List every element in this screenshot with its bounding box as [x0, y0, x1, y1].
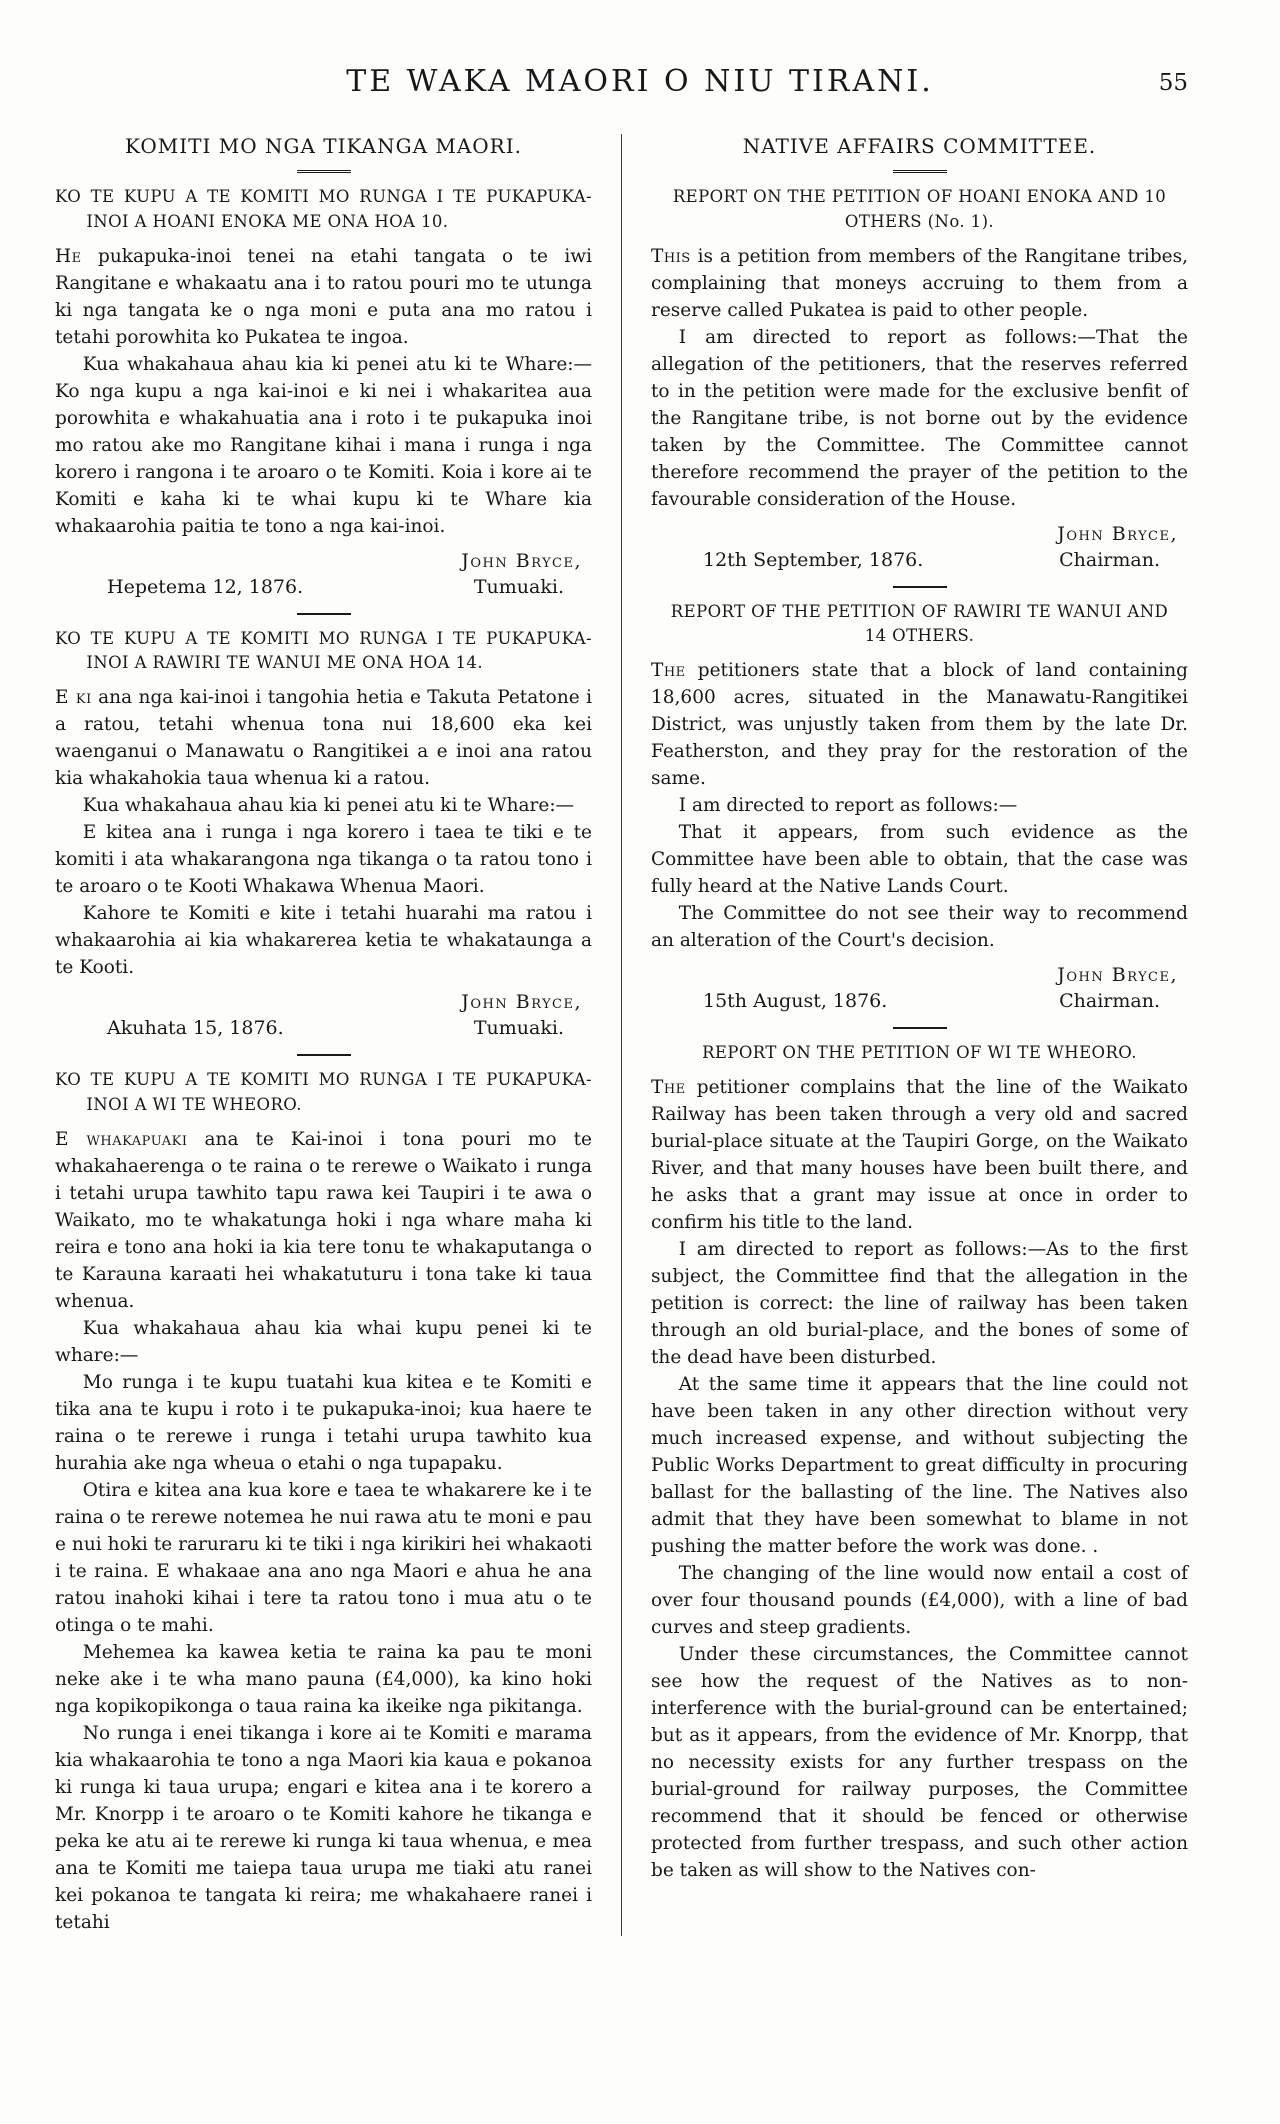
paragraph-text: ana nga kai-inoi i tangohia hetia e Takuta Petatone i a ratou, tetahi whenua tona nui 18,600 eka kei waenganui o Manawatu o Rangitikei a e inoi ana ratou kia whakahokia taua whenua ki a ratou. [55, 687, 592, 789]
signature-role: Tumuaki. [473, 1017, 564, 1039]
paragraph-text: petitioner complains that the line of the Waikato Railway has been taken through a very old and sacred burial-place situate at the Taupiri Gorge, on the Waikato River, and that many houses have been built there, and he asks that a grant may issue at once in order to confirm his title to the land. [651, 1076, 1188, 1233]
page-number: 55 [1158, 70, 1188, 96]
paragraph: At the same time it appears that the line could not have been taken in any other direction without very much increased expense, and without subjecting the Public Works Department to great difficulty in procuring ballast for the ballasting of the line. The Natives also admit that they have been somewhat to blame in not pushing the matter before the work was done. . [651, 1373, 1188, 1557]
section-subheading: REPORT OF THE PETITION OF RAWIRI TE WANUI AND 14 OTHERS. [670, 601, 1169, 646]
signature-name: John Bryce, [1057, 522, 1178, 545]
section-subheading: REPORT ON THE PETITION OF WI TE WHEORO. [702, 1043, 1137, 1062]
signature-block [651, 521, 1188, 574]
left-column [55, 134, 592, 1936]
section-hoani-enoka-maori [55, 185, 592, 601]
paragraph: The Committee do not see their way to recommend an alteration of the Court's decision. [651, 903, 1188, 951]
lead-word: E whakapuaki [55, 1128, 188, 1150]
paragraph: Kahore te Komiti e kite i tetahi huarahi ma ratou i whakaarohia ai kia whakarerea ketia te whakataunga a te Kooti. [55, 903, 592, 978]
page-title: TE WAKA MAORI O NIU TIRANI. [346, 64, 934, 99]
paragraph [651, 243, 1188, 324]
paragraph: Kua whakahaua ahau kia ki penei atu ki te Whare:—Ko nga kupu a nga kai-inoi e ki nei i whakaritea aua porowhita e whakahuatia ana i roto i te pukapuka inoi mo ratou ake mo Rangitane kihai i mana i runga i nga korero i rangona i te aroaro o te Komiti. Koia i kore ai te Komiti e kaha ki te whai kupu ki te Whare kia whakaarohia paitia te tono a nga kai-inoi. [55, 353, 592, 537]
divider-rule [297, 170, 351, 173]
signature-role: Chairman. [1059, 990, 1160, 1012]
paragraph: Otira e kitea ana kua kore e taea te whakarere ke i te raina o te rerewe notemea he nui rawa atu te moni e pau e nui hoki te raruraru ki te tiki i nga kirikiri hei whakaoti i te raina. E whakaae ana ano nga Maori e ahua he ana ratou inahoki kihai i tere ta ratou tono i mua atu o te otinga o te mahi. [55, 1479, 592, 1636]
signature-role: Chairman. [1059, 548, 1160, 571]
section-hoani-enoka-english [651, 185, 1188, 574]
section-divider [297, 613, 351, 615]
columns [0, 134, 1280, 1936]
paragraph-text: pukapuka-inoi tenei na etahi tangata o te iwi Rangitane e whakaatu ana i to ratou pouri mo te utunga ki nga tangata ke o nga moni e puta ana mo ratou i tetahi porowhita ko Pukatea te ingoa. [55, 245, 592, 348]
paragraph: E kitea ana i runga i nga korero i taea te tiki e te komiti i ata whakarangona nga tikanga o ta ratou tono i te aroaro o te Kooti Whakawa Whenua Maori. [55, 822, 592, 897]
divider-rule [893, 170, 947, 173]
lead-word: The [651, 1076, 686, 1098]
section-divider [893, 586, 947, 588]
lead-word: This [651, 245, 691, 267]
signature-date: Hepetema 12, 1876. [107, 575, 304, 598]
paragraph [651, 657, 1188, 792]
signature-name: John Bryce, [461, 991, 582, 1013]
signature-name: John Bryce, [1057, 964, 1178, 986]
paragraph [55, 1126, 592, 1315]
paragraph: That it appears, from such evidence as the Committee have been able to obtain, that the case was fully heard at the Native Lands Court. [651, 822, 1188, 897]
paragraph-text: ana te Kai-inoi i tona pouri mo te whakahaerenga o te raina o te rerewe o Waikato i runga i tetahi urupa tawhito tapu rawa kei Taupiri i te awa o Waikato, mo te whakatunga hoki i nga whare maha ki reira e tono ana hoki ia kia tere tonu te whakaputanga o te Karauna karaati hei whakatuturu i tona take ki taua whenua. [55, 1128, 593, 1312]
signature-date: 12th September, 1876. [703, 548, 924, 571]
paragraph: The changing of the line would now entail a cost of over four thousand pounds (£4,000), with a line of bad curves and steep gradients. [651, 1562, 1188, 1638]
paragraph: Mehemea ka kawea ketia te raina ka pau te moni neke ake i te wha mano pauna (£4,000), ka kino hoki nga kopikopikonga o taua raina ka ikeike nga pikitanga. [55, 1641, 592, 1717]
lead-word: E ki [55, 687, 92, 708]
paragraph [55, 243, 592, 351]
section-divider [297, 1054, 351, 1056]
paragraph: Mo runga i te kupu tuatahi kua kitea e te Komiti e tika ana te kupu i roto i te pukapuka-inoi; kua haere te raina o te rerewe i runga i tetahi urupa tawhito kua hurahia ake nga wheua o etahi o nga tupapaku. [55, 1371, 592, 1474]
signature-name: John Bryce, [461, 549, 582, 572]
paragraph: No runga i enei tikanga i kore ai te Komiti e marama kia whakaarohia te tono a nga Maori kia kaua e pokanoa ki runga ki taua urupa; engari e kitea ana i te korero a Mr. Knorpp i te aroaro o te Komiti kahore he tikanga e peka ke atu ai te rerewe ki runga ki taua whenua, e mea ana te Komiti me taiepa taua urupa me tiaki atu ranei kei pokanoa te tangata ki reira; me whakahaere ranei i tetahi [55, 1722, 592, 1933]
paragraph: Under these circumstances, the Committee cannot see how the request of the Natives as to non-interference with the burial-ground can be entertained; but as it appears, from the evidence of Mr. Knorpp, that no necessity exists for any further trespass on the burial-ground for railway purposes, the Committee recommend that it should be fenced or otherwise protected from further trespass, and such other action be taken as will show to the Natives con- [651, 1643, 1188, 1881]
signature-block [55, 989, 592, 1042]
paragraph: Kua whakahaua ahau kia whai kupu penei ki te whare:— [55, 1317, 592, 1366]
signature-date: Akuhata 15, 1876. [107, 1017, 284, 1039]
section-divider [893, 1027, 947, 1029]
signature-date: 15th August, 1876. [703, 990, 888, 1012]
paragraph: I am directed to report as follows:—As to the first subject, the Committee find that the allegation in the petition is correct: the line of railway has been taken through an old burial-place, and the bones of some of the dead have been disturbed. [651, 1238, 1188, 1368]
lead-word: The [651, 660, 686, 681]
section-subheading: REPORT ON THE PETITION OF HOANI ENOKA AND 10 OTHERS (No. 1). [672, 187, 1167, 231]
section-rawiri-te-wanui-english [651, 600, 1188, 1016]
left-column-heading: KOMITI MO NGA TIKANGA MAORI. [124, 134, 522, 158]
paragraph: I am directed to report as follows:—That the allegation of the petitioners, that the reserves referred to in the petition were made for the exclusive benfit of the Rangitane tribe, is not borne out by the evidence taken by the Committee. The Committee cannot therefore recommend the prayer of the petition to the favourable consideration of the House. [651, 326, 1188, 510]
section-subheading: KO TE KUPU A TE KOMITI MO RUNGA I TE PUKAPUKA-INOI A RAWIRI TE WANUI ME ONA HOA 14. [55, 628, 592, 673]
right-column-heading: NATIVE AFFAIRS COMMITTEE. [742, 134, 1097, 158]
paragraph: Kua whakahaua ahau kia ki penei atu ki te Whare:— [82, 795, 575, 816]
paragraph [55, 684, 592, 792]
signature-role: Tumuaki. [473, 575, 564, 598]
section-wi-te-wheoro-english [651, 1041, 1188, 1884]
paragraph-text: petitioners state that a block of land containing 18,600 acres, situated in the Manawatu-Rangitikei District, was unjustly taken from them by the late Dr. Featherston, and they pray for the restoration of the same. [651, 660, 1188, 789]
right-column [651, 134, 1188, 1936]
signature-block [651, 962, 1188, 1015]
masthead [0, 64, 1280, 118]
paragraph: I am directed to report as follows:— [678, 795, 1018, 816]
paragraph [651, 1074, 1188, 1236]
paragraph-text: is a petition from members of the Rangitane tribes, complaining that moneys accruing to them from a reserve called Pukatea is paid to other people. [651, 245, 1188, 321]
lead-word: He [55, 245, 82, 267]
section-rawiri-te-wanui-maori [55, 627, 592, 1043]
section-wi-te-wheoro-maori [55, 1068, 592, 1936]
section-subheading: KO TE KUPU A TE KOMITI MO RUNGA I TE PUKAPUKA-INOI A HOANI ENOKA ME ONA HOA 10. [55, 187, 592, 231]
signature-block [55, 548, 592, 601]
column-divider [621, 134, 622, 1936]
section-subheading: KO TE KUPU A TE KOMITI MO RUNGA I TE PUKAPUKA-INOI A WI TE WHEORO. [55, 1070, 592, 1114]
